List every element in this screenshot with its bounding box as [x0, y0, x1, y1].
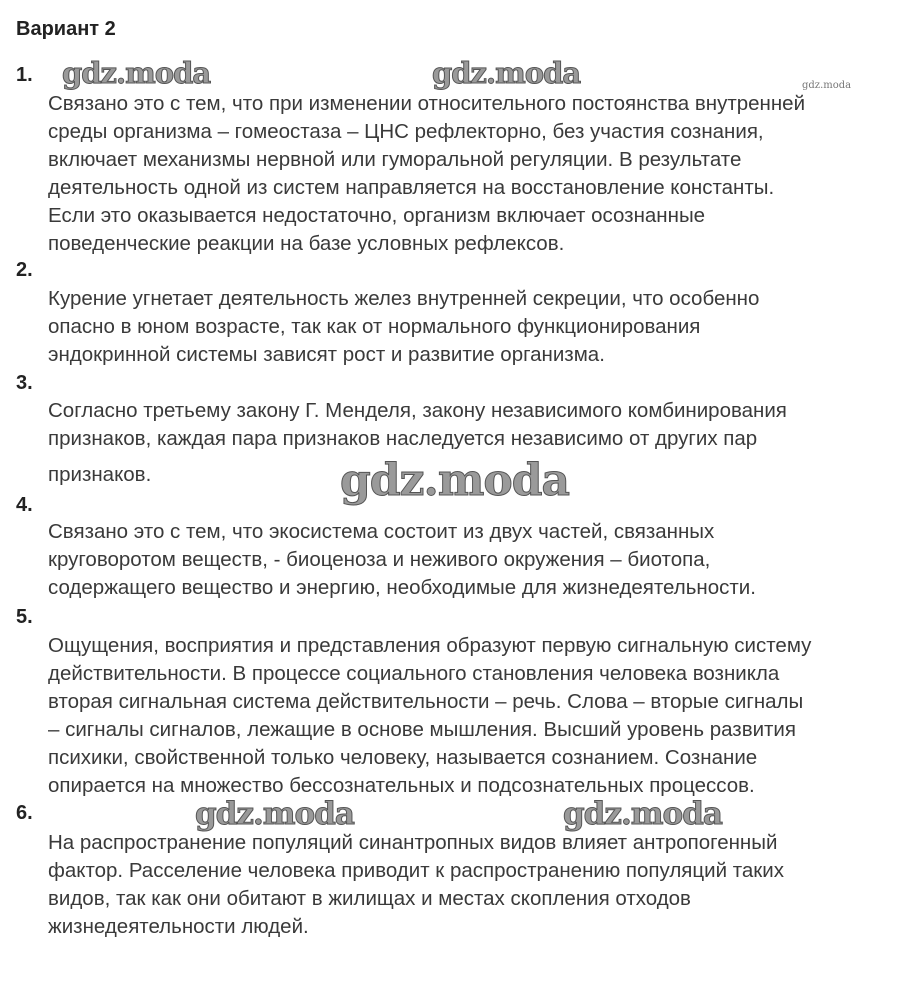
answer-number-4: 4. — [16, 494, 33, 516]
answer-4 — [48, 518, 756, 602]
answer-line: Курение угнетает деятельность желез внутренней секреции, что особенно — [48, 287, 760, 310]
answer-line: опирается на множество бессознательных и подсознательных процессов. — [48, 774, 755, 797]
answer-line: признаков, каждая пара признаков наследуется независимо от других пар — [48, 427, 758, 450]
answer-line: Ощущения, восприятия и представления образуют первую сигнальную систему — [48, 634, 812, 657]
answer-6 — [48, 829, 784, 941]
answer-line: – сигналы сигналов, лежащие в основе мышления. Высший уровень развития — [48, 718, 796, 741]
answer-line: видов, так как они обитают в жилищах и местах скопления отходов — [48, 887, 691, 910]
answer-number-3: 3. — [16, 372, 33, 394]
answer-line: Если это оказывается недостаточно, организм включает осознанные — [48, 204, 706, 227]
answer-line: фактор. Расселение человека приводит к распространению популяций таких — [48, 859, 784, 882]
answer-number-1: 1. — [16, 64, 33, 86]
answer-line: деятельность одной из систем направляется на восстановление константы. — [48, 176, 775, 199]
watermark: gdz.moda — [802, 80, 852, 91]
answer-line: психики, свойственной только человеку, называется сознанием. Сознание — [48, 746, 758, 769]
answer-line: среды организма – гомеостаза – ЦНС рефлекторно, без участия сознания, — [48, 120, 764, 143]
watermark: gdz.moda — [195, 796, 354, 832]
page-title: Вариант 2 — [16, 18, 116, 40]
answer-2 — [48, 285, 759, 369]
answer-5 — [48, 632, 811, 800]
answer-line: На распространение популяций синантропных видов влияет антропогенный — [48, 831, 778, 854]
answer-number-6: 6. — [16, 802, 33, 824]
answer-line: Согласно третьему закону Г. Менделя, закону независимого комбинирования — [48, 399, 787, 422]
answer-line: признаков. — [48, 463, 152, 486]
answer-line: включает механизмы нервной или гуморальной регуляции. В результате — [48, 148, 742, 171]
answer-1 — [48, 90, 805, 258]
watermark: gdz.moda — [340, 455, 570, 506]
watermark: gdz.moda — [563, 796, 722, 832]
watermark: gdz.moda — [432, 56, 581, 90]
answer-line: опасно в юном возрасте, так как от нормального функционирования — [48, 315, 701, 338]
answer-line: эндокринной системы зависят рост и развитие организма. — [48, 343, 605, 366]
answer-line: круговоротом веществ, - биоценоза и неживого окружения – биотопа, — [48, 548, 711, 571]
answer-line: поведенческие реакции на базе условных рефлексов. — [48, 232, 565, 255]
answer-number-5: 5. — [16, 606, 33, 628]
answer-number-2: 2. — [16, 259, 33, 281]
answer-line: содержащего вещество и энергию, необходимые для жизнедеятельности. — [48, 576, 756, 599]
answer-line: Связано это с тем, что экосистема состоит из двух частей, связанных — [48, 520, 715, 543]
answer-line: действительности. В процессе социального становления человека возникла — [48, 662, 780, 685]
answer-line: вторая сигнальная система действительности – речь. Слова – вторые сигналы — [48, 690, 804, 713]
answer-line: Связано это с тем, что при изменении относительного постоянства внутренней — [48, 92, 806, 115]
watermark: gdz.moda — [62, 56, 211, 90]
answer-line: жизнедеятельности людей. — [48, 915, 309, 938]
